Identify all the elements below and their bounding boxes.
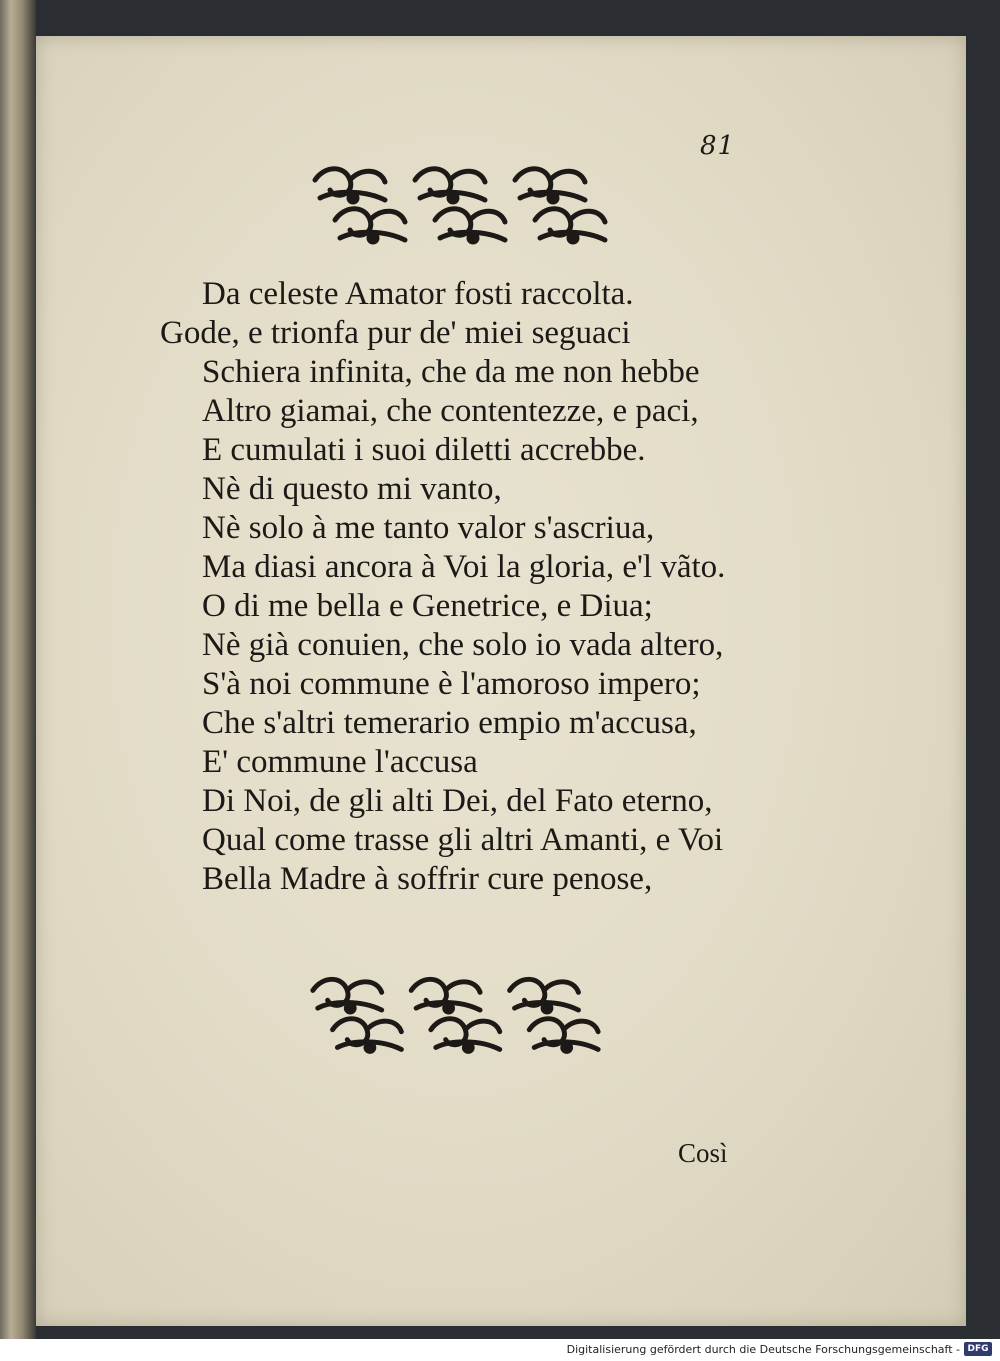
verse-line: Bella Madre à soffrir cure penose,: [202, 861, 653, 897]
verse-line: E cumulati i suoi diletti accrebbe.: [202, 432, 646, 468]
verse-line: Nè di questo mi vanto,: [202, 471, 502, 507]
ornament-bottom-icon: [303, 970, 608, 1060]
verse-line: Altro giamai, che contentezze, e paci,: [202, 393, 699, 429]
verse-line: Gode, e trionfa pur de' miei seguaci: [160, 315, 631, 351]
book-binding: [0, 0, 36, 1339]
verse-line: Nè già conuien, che solo io vada altero,: [202, 627, 724, 663]
verse-line: Qual come trasse gli altri Amanti, e Voi: [202, 822, 724, 858]
verse-line: S'à noi commune è l'amoroso impero;: [202, 666, 701, 702]
ornament-top-icon: [305, 160, 615, 250]
footer-bar: [0, 1339, 1000, 1361]
catchword: Così: [678, 1138, 728, 1168]
page-number: 81: [700, 131, 736, 161]
dfg-logo: DFG: [964, 1342, 992, 1356]
footer-credit: Digitalisierung gefördert durch die Deutsche Forschungsgemeinschaft -: [566, 1343, 960, 1356]
verse-line: Nè solo à me tanto valor s'ascriua,: [202, 510, 655, 546]
verse-line: Che s'altri temerario empio m'accusa,: [202, 705, 697, 741]
verse-line: O di me bella e Genetrice, e Diua;: [202, 588, 653, 624]
verse-line: Da celeste Amator fosti raccolta.: [202, 276, 634, 312]
verse-line: Di Noi, de gli alti Dei, del Fato eterno,: [202, 783, 713, 819]
verse-line: E' commune l'accusa: [202, 744, 478, 780]
verse-line: Ma diasi ancora à Voi la gloria, e'l vãto.: [202, 549, 726, 585]
verse-line: Schiera infinita, che da me non hebbe: [202, 354, 700, 390]
